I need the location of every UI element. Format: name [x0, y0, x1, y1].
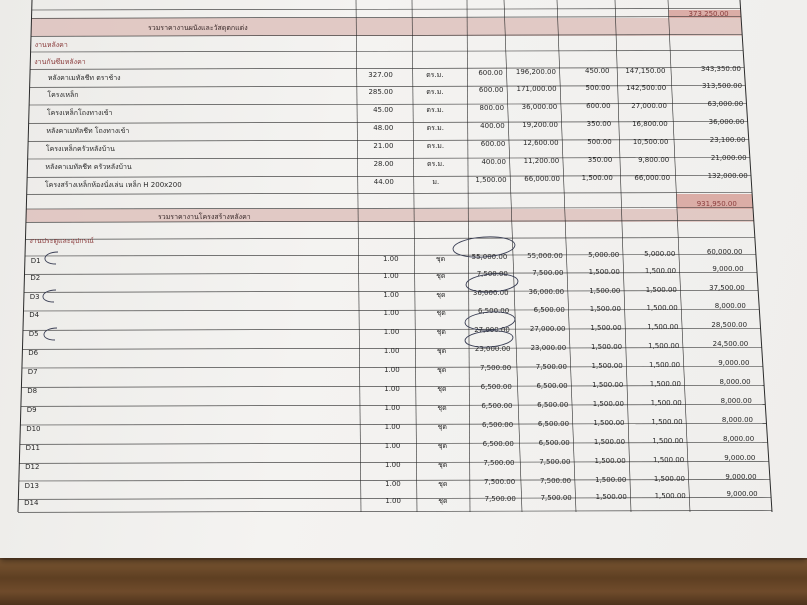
door-qty: 1.00	[384, 385, 400, 393]
door-total: 9,000.00	[725, 473, 757, 481]
item-material-price: 600.00	[478, 69, 503, 77]
door-qty: 1.00	[383, 328, 400, 336]
item-material-total: 19,200.00	[522, 121, 558, 129]
item-material-price: 600.00	[478, 86, 504, 94]
section2-group-title: งานประตูและอุปกรณ์	[29, 237, 94, 245]
door-labor-total: 1,500.00	[648, 342, 680, 350]
door-code: D11	[25, 444, 40, 452]
item-qty: 48.00	[373, 124, 394, 132]
door-code: D1	[30, 257, 41, 265]
item-name: หลังคาเมทัลชีท ครัวหลังบ้าน	[45, 163, 132, 171]
door-material-price: 6,500.00	[480, 383, 512, 391]
door-unit: ชุด	[438, 480, 448, 488]
door-qty: 1.00	[383, 291, 399, 299]
door-material-price: 6,500.00	[482, 440, 514, 448]
door-material-price: 6,500.00	[481, 402, 513, 410]
door-total: 24,500.00	[712, 340, 749, 348]
door-code: D3	[29, 293, 40, 301]
door-unit: ชุด	[437, 423, 447, 431]
item-labor-price: 500.00	[585, 84, 611, 92]
section2-title: รวมราคางานโครงสร้างหลังคา	[158, 213, 251, 221]
row-line	[26, 208, 753, 210]
pen-bracket-mark	[44, 328, 57, 340]
door-code: D8	[27, 387, 38, 395]
item-unit: ตร.ม.	[426, 88, 444, 96]
item-unit: ตร.ม.	[426, 142, 445, 150]
door-material-total: 6,500.00	[536, 382, 568, 390]
door-qty: 1.00	[383, 347, 400, 355]
item-unit: ตร.ม.	[426, 106, 444, 114]
door-labor-total: 1,500.00	[649, 380, 681, 388]
item-name: โครงสร้างเหล็กห้องนั่งเล่น เหล็ก H 200x200	[44, 181, 182, 189]
door-material-total: 36,000.00	[528, 288, 565, 296]
door-labor-total: 1,500.00	[653, 475, 686, 483]
door-code: D10	[26, 425, 41, 433]
row-line	[25, 238, 754, 240]
row-line	[18, 511, 772, 513]
door-material-total: 7,500.00	[535, 363, 567, 371]
item-total: 36,000.00	[708, 118, 745, 126]
door-labor-price: 1,500.00	[595, 476, 627, 484]
door-material-price: 7,500.00	[480, 364, 512, 372]
door-labor-total: 1,500.00	[645, 286, 677, 294]
item-material-total: 12,600.00	[522, 139, 559, 147]
item-name: โครงเหล็กครัวหลังบ้าน	[45, 145, 115, 153]
item-labor-price: 350.00	[586, 120, 612, 128]
door-total: 9,000.00	[712, 265, 744, 273]
item-total: 23,100.00	[709, 136, 746, 144]
door-code: D12	[25, 463, 40, 471]
item-labor-price: 350.00	[587, 156, 613, 164]
door-code: D7	[27, 368, 38, 376]
door-labor-total: 1,500.00	[652, 437, 684, 445]
door-material-total: 6,500.00	[538, 439, 570, 447]
door-total: 28,500.00	[711, 321, 748, 329]
door-material-price: 6,500.00	[482, 421, 514, 429]
door-qty: 1.00	[384, 442, 401, 450]
item-qty: 45.00	[373, 106, 394, 114]
item-unit: ตร.ม.	[426, 71, 444, 79]
section2-header-band	[26, 209, 754, 222]
door-labor-price: 1,500.00	[593, 438, 626, 446]
door-labor-price: 1,500.00	[591, 362, 623, 370]
door-labor-total: 1,500.00	[648, 361, 681, 369]
door-qty: 1.00	[382, 255, 399, 263]
door-labor-price: 5,000.00	[588, 251, 620, 259]
door-material-total: 7,500.00	[532, 269, 564, 277]
door-code: D5	[28, 330, 39, 338]
door-material-total: 6,500.00	[537, 420, 570, 428]
door-code: D6	[28, 349, 39, 357]
door-labor-price: 1,500.00	[594, 457, 626, 465]
col-line	[356, 0, 361, 512]
pen-bracket-mark	[45, 252, 58, 264]
door-unit: ชุด	[437, 385, 447, 393]
door-material-total: 27,000.00	[529, 325, 566, 333]
door-labor-price: 1,500.00	[589, 287, 621, 295]
mid-total-value: 931,950.00	[696, 200, 737, 208]
top-total-value: 373,250.00	[688, 10, 729, 18]
item-material-total: 196,200.00	[515, 68, 556, 76]
door-code: D4	[29, 311, 40, 319]
door-unit: ชุด	[436, 291, 446, 299]
item-material-total: 36,000.00	[521, 103, 558, 111]
item-labor-total: 66,000.00	[634, 174, 671, 182]
door-qty: 1.00	[385, 480, 401, 488]
door-total: 8,000.00	[721, 416, 753, 424]
door-qty: 1.00	[383, 309, 400, 317]
item-labor-price: 1,500.00	[581, 174, 613, 182]
door-code: D9	[26, 406, 37, 414]
door-labor-price: 1,500.00	[589, 305, 621, 313]
item-material-price: 400.00	[480, 122, 505, 130]
door-labor-total: 1,500.00	[644, 267, 677, 275]
item-labor-total: 10,500.00	[632, 138, 669, 146]
item-name: โครงเหล็กโถงทางเข้า	[46, 109, 113, 117]
door-code: D2	[30, 274, 41, 282]
door-material-total: 7,500.00	[540, 494, 572, 502]
item-qty: 28.00	[373, 160, 394, 168]
section1-header-band	[31, 18, 742, 36]
door-material-total: 55,000.00	[527, 252, 563, 260]
door-unit: ชุด	[436, 328, 446, 336]
door-total: 8,000.00	[720, 397, 752, 405]
door-total: 8,000.00	[719, 378, 751, 386]
item-qty: 327.00	[368, 71, 393, 79]
item-name: โครงเหล็ก	[47, 91, 79, 99]
door-material-total: 6,500.00	[537, 401, 569, 409]
item-unit: ตร.ม.	[426, 124, 444, 132]
door-total: 37,500.00	[709, 284, 745, 292]
door-qty: 1.00	[384, 423, 401, 431]
door-material-price: 7,500.00	[476, 270, 508, 278]
item-unit: ตร.ม.	[426, 160, 445, 168]
door-unit: ชุด	[436, 272, 446, 280]
door-unit: ชุด	[436, 347, 447, 355]
item-material-total: 66,000.00	[524, 175, 560, 183]
door-unit: ชุด	[437, 461, 448, 469]
door-code: D13	[24, 482, 39, 490]
pen-bracket-mark	[43, 290, 56, 302]
item-material-price: 400.00	[481, 158, 506, 166]
item-material-price: 800.00	[479, 104, 505, 112]
door-material-price: 6,500.00	[478, 307, 510, 315]
row-line	[27, 193, 752, 195]
door-labor-price: 1,500.00	[592, 381, 624, 389]
item-labor-price: 600.00	[586, 102, 611, 110]
door-qty: 1.00	[384, 404, 401, 412]
door-qty: 1.00	[384, 461, 401, 469]
door-total: 9,000.00	[726, 490, 758, 498]
item-labor-total: 27,000.00	[631, 102, 667, 110]
item-name: หลังคาเมทัลชีท โถงทางเข้า	[46, 127, 130, 135]
door-labor-price: 1,500.00	[588, 268, 620, 276]
door-labor-total: 1,500.00	[653, 456, 685, 464]
item-qty: 285.00	[368, 88, 393, 96]
item-total: 343,350.00	[700, 65, 741, 73]
door-material-total: 23,000.00	[530, 344, 567, 352]
door-unit: ชุด	[438, 497, 448, 505]
door-material-total: 7,500.00	[539, 477, 572, 485]
item-total: 313,500.00	[701, 82, 743, 90]
door-total: 60,000.00	[706, 248, 743, 256]
door-total: 9,000.00	[718, 359, 750, 367]
door-material-total: 6,500.00	[533, 306, 565, 314]
door-material-price: 36,000.00	[472, 289, 509, 297]
row-line	[31, 51, 744, 53]
section1-title: รวมราคางานผนังและวัสดุตกแต่ง	[148, 24, 248, 32]
door-labor-price: 1,500.00	[595, 493, 627, 501]
item-material-total: 11,200.00	[523, 157, 560, 165]
col-line	[467, 0, 470, 512]
section1-group-title: งานหลังคา	[34, 41, 68, 49]
door-unit: ชุด	[437, 366, 447, 374]
col-line	[412, 0, 417, 512]
desk-surface	[0, 560, 807, 605]
door-unit: ชุด	[437, 404, 447, 412]
door-labor-total: 5,000.00	[644, 250, 676, 258]
door-labor-total: 1,500.00	[650, 399, 682, 407]
item-labor-total: 147,150.00	[625, 67, 666, 75]
item-total: 21,000.00	[710, 154, 747, 162]
door-labor-price: 1,500.00	[590, 324, 622, 332]
item-qty: 44.00	[373, 178, 394, 186]
door-material-price: 23,000.00	[474, 345, 511, 353]
door-total: 8,000.00	[714, 302, 746, 310]
item-labor-price: 450.00	[585, 67, 610, 75]
door-material-price: 55,000.00	[471, 253, 508, 261]
row-line	[32, 9, 741, 11]
door-labor-total: 1,500.00	[646, 304, 678, 312]
door-total: 8,000.00	[723, 435, 755, 443]
door-material-total: 7,500.00	[539, 458, 571, 466]
item-qty: 21.00	[373, 142, 394, 150]
item-total: 132,000.00	[707, 172, 748, 180]
door-labor-total: 1,500.00	[654, 492, 686, 500]
door-qty: 1.00	[383, 272, 399, 280]
door-qty: 1.00	[384, 366, 400, 374]
door-labor-price: 1,500.00	[592, 400, 624, 408]
item-labor-total: 9,800.00	[638, 156, 670, 164]
door-material-price: 27,000.00	[474, 326, 510, 334]
door-total: 9,000.00	[724, 454, 756, 462]
section1-subgroup-title: งานกันซึมหลังคา	[34, 58, 86, 66]
door-unit: ชุด	[437, 442, 448, 450]
door-material-price: 7,500.00	[484, 495, 516, 503]
door-labor-price: 1,500.00	[590, 343, 623, 351]
item-material-price: 600.00	[480, 140, 506, 148]
door-unit: ชุด	[435, 255, 446, 263]
item-labor-total: 16,800.00	[632, 120, 668, 128]
item-labor-price: 500.00	[587, 138, 612, 146]
door-material-price: 7,500.00	[484, 478, 516, 486]
door-material-price: 7,500.00	[483, 459, 515, 467]
door-unit: ชุด	[436, 309, 446, 317]
item-name: หลังคาเมทัลชีท ตราช้าง	[47, 74, 121, 82]
item-labor-total: 142,500.00	[626, 84, 667, 92]
door-labor-total: 1,500.00	[647, 323, 679, 331]
door-qty: 1.00	[385, 497, 401, 505]
item-total: 63,000.00	[707, 100, 744, 108]
item-unit: ม.	[432, 178, 440, 186]
door-labor-price: 1,500.00	[593, 419, 625, 427]
item-material-total: 171,000.00	[516, 85, 557, 93]
door-code: D14	[24, 499, 39, 507]
door-labor-total: 1,500.00	[651, 418, 683, 426]
item-material-price: 1,500.00	[475, 176, 507, 184]
